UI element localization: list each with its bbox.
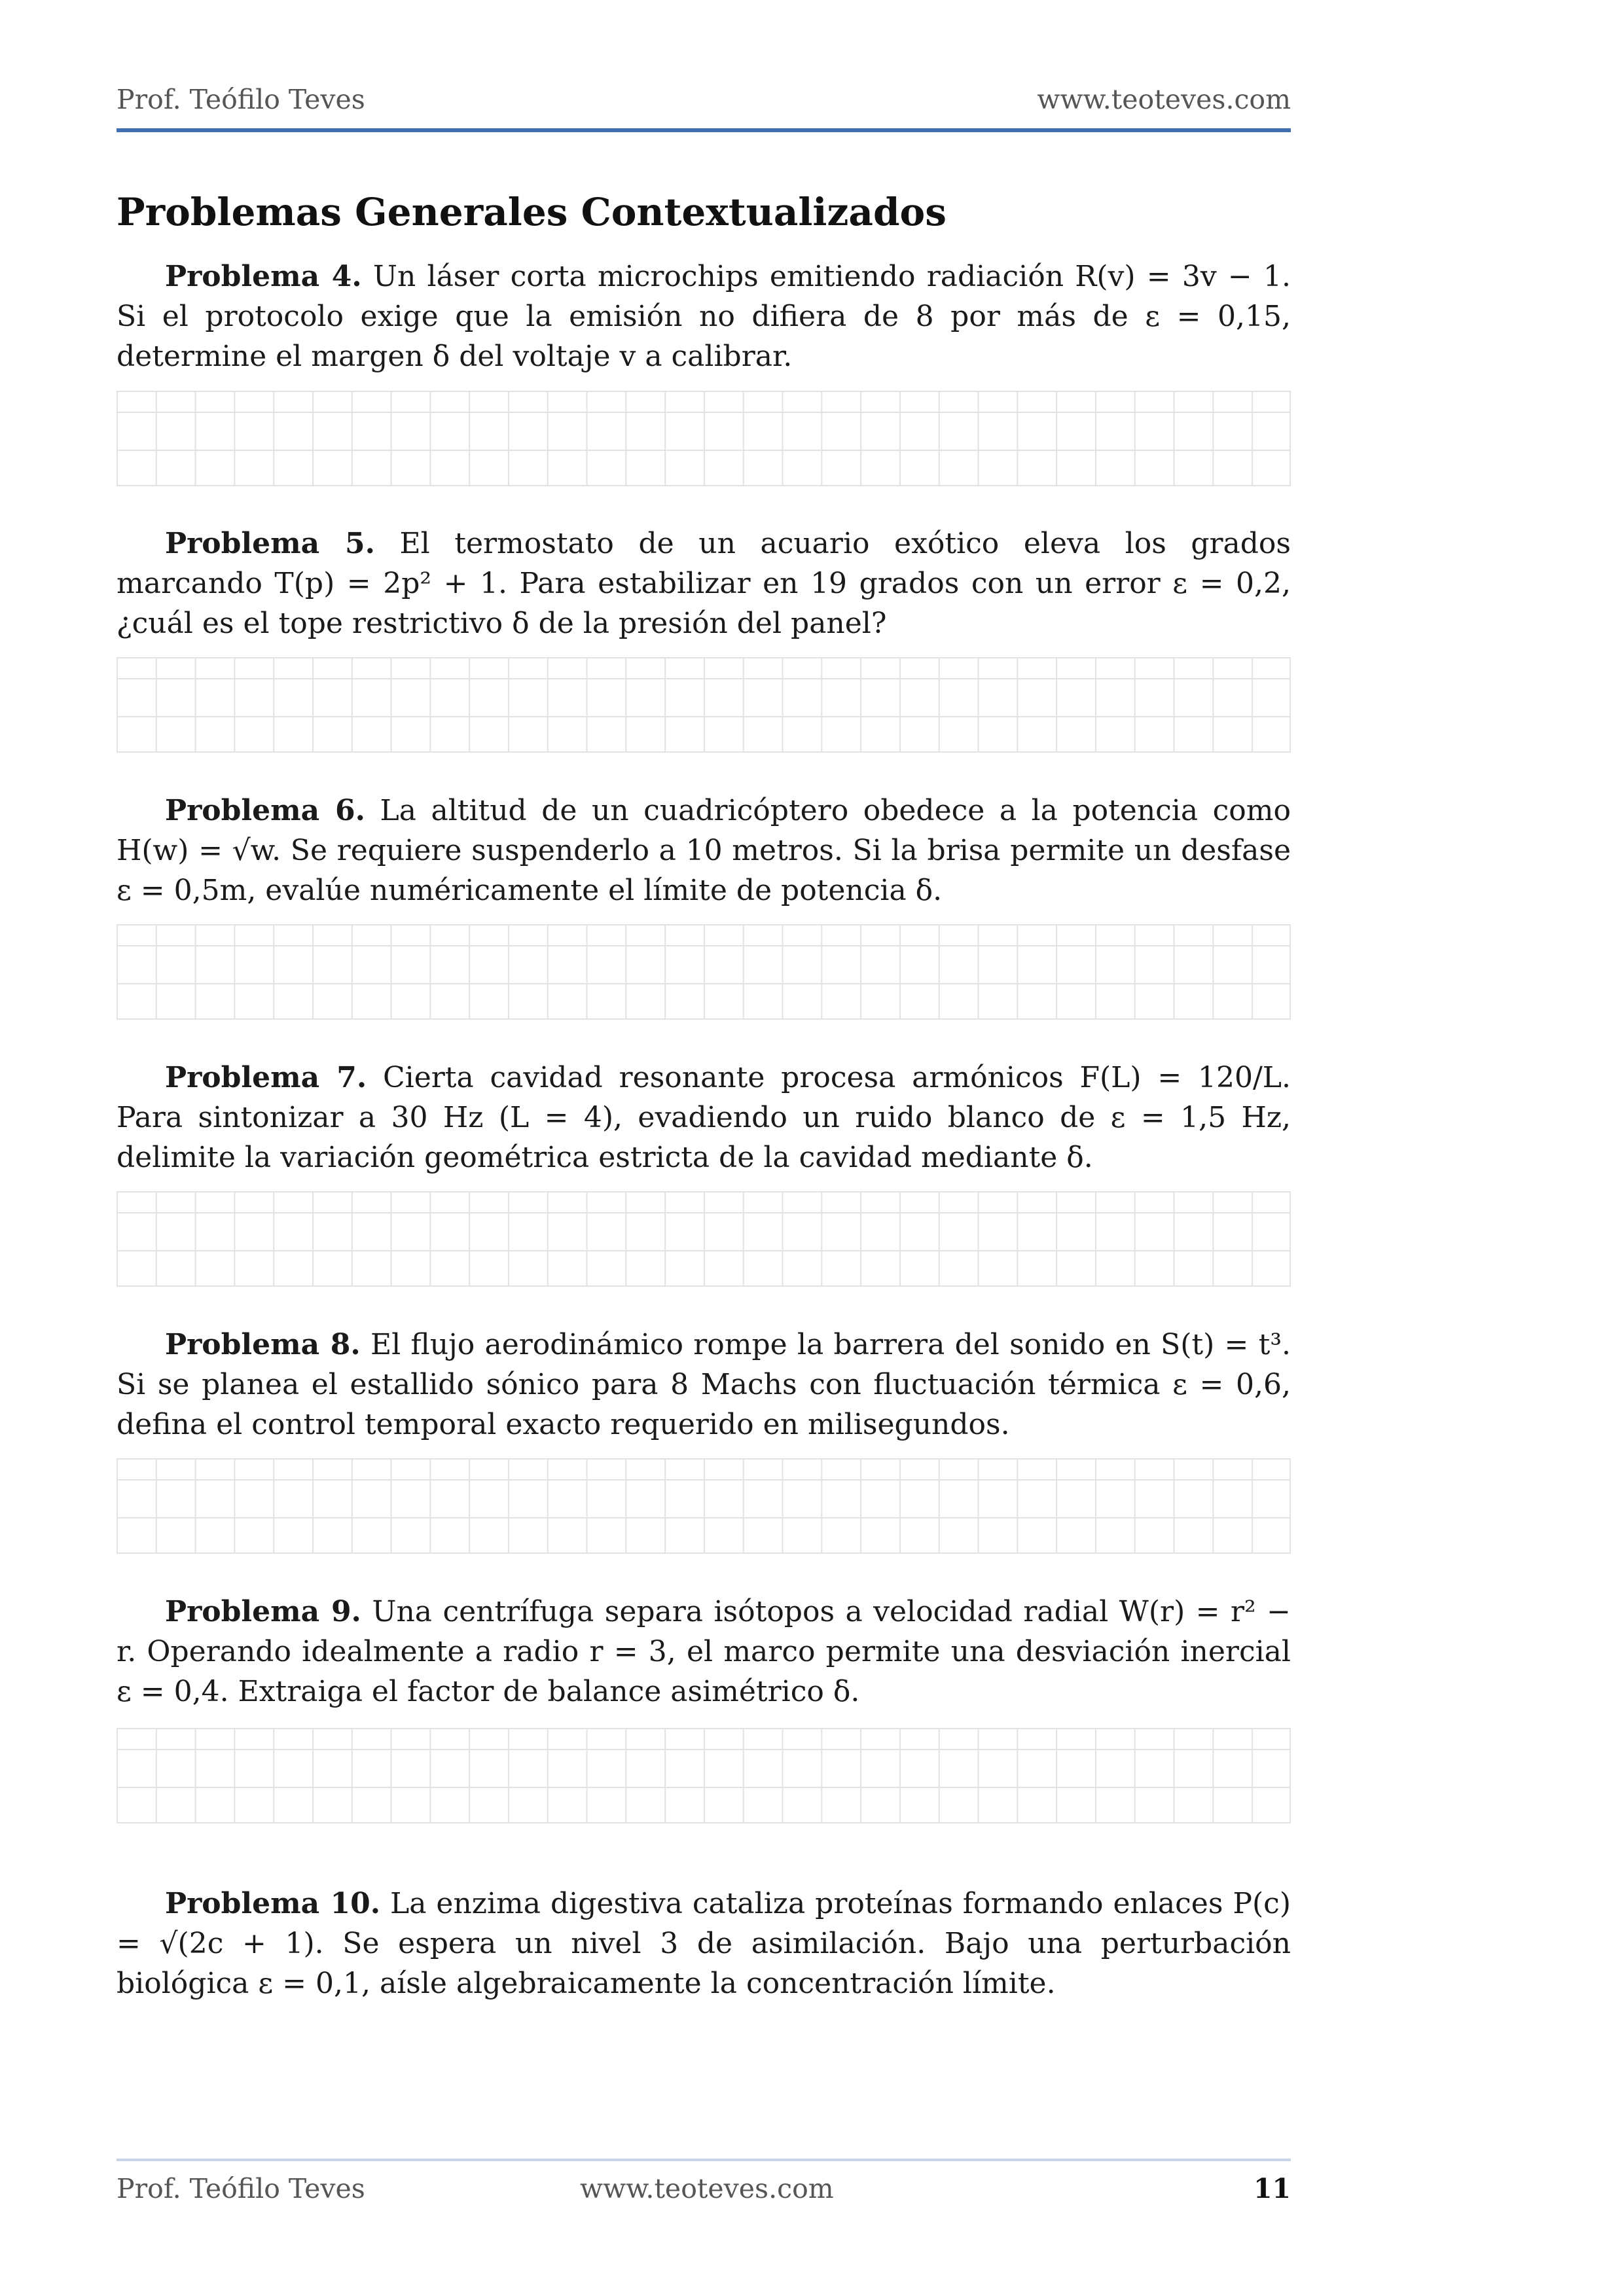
problem-text: El flujo aerodinámico rompe la barrera del sonido en S(t) = t³. Si se planea el estallido sónico para 8 Machs con fluctuación térmica ε = 0,6, defina el control temporal exacto requerido en milisegundos. [117,1328,1291,1441]
problem-label: Problema 4. [165,260,362,293]
page-number: 11 [1253,2173,1291,2204]
answer-grid[interactable] [117,1191,1291,1287]
problem-text: El termostato de un acuario exótico eleva los grados marcando T(p) = 2p² + 1. Para estabilizar en 19 grados con un error ε = 0,2, ¿cuál es el tope restrictivo δ de la presión del panel? [117,527,1291,640]
footer-divider [117,2159,1291,2161]
header-author: Prof. Teófilo Teves [117,84,365,115]
page-header [117,84,1291,130]
problem-label: Problema 5. [165,527,375,560]
problem-label: Problema 8. [165,1328,361,1361]
answer-grid[interactable] [117,391,1291,486]
header-divider [117,128,1291,132]
problem-7 [117,1058,1291,1177]
answer-grid[interactable] [117,1728,1291,1823]
problem-8 [117,1325,1291,1444]
section-title: Problemas Generales Contextualizados [117,190,947,234]
problem-text: Un láser corta microchips emitiendo radiación R(v) = 3v − 1. Si el protocolo exige que la emisión no difiera de 8 por más de ε = 0,15, determine el margen δ del voltaje v a calibrar. [117,260,1291,373]
footer-website: www.teoteves.com [580,2173,834,2204]
page-footer [117,2173,1291,2212]
problem-4 [117,257,1291,376]
problem-9 [117,1592,1291,1712]
answer-grid[interactable] [117,1458,1291,1554]
problem-text: La enzima digestiva cataliza proteínas formando enlaces P(c) = √(2c + 1). Se espera un nivel 3 de asimilación. Bajo una perturbación biológica ε = 0,1, aísle algebraicamente la concentración límite. [117,1887,1291,2000]
problem-label: Problema 10. [165,1887,381,1920]
answer-grid[interactable] [117,924,1291,1020]
problem-10 [117,1884,1291,2003]
problem-label: Problema 7. [165,1061,367,1094]
header-website: www.teoteves.com [1037,84,1291,115]
problem-label: Problema 6. [165,794,365,827]
problem-5 [117,524,1291,643]
problem-text: Cierta cavidad resonante procesa armónicos F(L) = 120/L. Para sintonizar a 30 Hz (L = 4), evadiendo un ruido blanco de ε = 1,5 Hz, delimite la variación geométrica estricta de la cavidad mediante δ. [117,1061,1291,1174]
footer-author: Prof. Teófilo Teves [117,2173,365,2204]
problem-text: Una centrífuga separa isótopos a velocidad radial W(r) = r² − r. Operando idealmente a radio r = 3, el marco permite una desviación inercial ε = 0,4. Extraiga el factor de balance asimétrico δ. [117,1595,1291,1708]
problem-label: Problema 9. [165,1595,361,1628]
problem-text: La altitud de un cuadricóptero obedece a la potencia como H(w) = √w. Se requiere suspenderlo a 10 metros. Si la brisa permite un desfase ε = 0,5m, evalúe numéricamente el límite de potencia δ. [117,794,1291,907]
problem-6 [117,791,1291,910]
answer-grid[interactable] [117,657,1291,753]
